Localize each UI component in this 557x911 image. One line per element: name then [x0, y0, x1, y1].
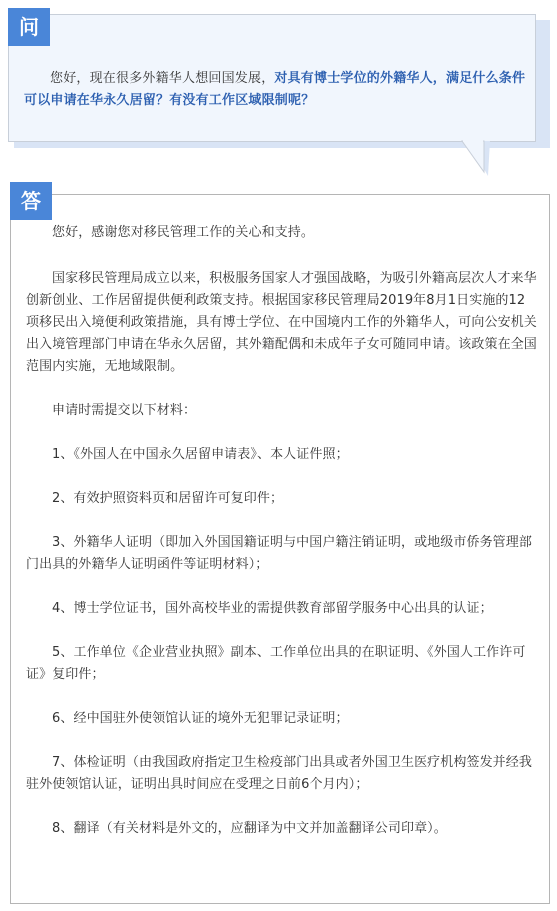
answer-item-6: 6、经中国驻外使领馆认证的境外无犯罪记录证明；: [52, 711, 349, 726]
answer-item-3: 3、外籍华人证明（即加入外国国籍证明与中国户籍注销证明，或地级市侨务管理部门出具的外籍华人证明函件等证明材料）；: [26, 535, 532, 572]
question-badge: 问: [8, 8, 50, 46]
answer-badge: 答: [10, 182, 52, 220]
answer-item-2: 2、有效护照资料页和居留许可复印件；: [52, 491, 284, 506]
answer-item-5: 5、工作单位《企业营业执照》副本、工作单位出具的在职证明、《外国人工作许可证》复印件；: [26, 645, 526, 682]
question-text-highlight: 对具有博士学位的外籍华人，满足什么条件可以申请在华永久居留？有没有工作区域限制呢？: [24, 71, 526, 108]
question-text-plain: 您好，现在很多外籍华人想回国发展，: [50, 71, 275, 86]
answer-materials-intro: 申请时需提交以下材料：: [52, 403, 197, 418]
answer-greeting: 您好，感谢您对移民管理工作的关心和支持。: [52, 225, 315, 240]
answer-item-1: 1、《外国人在中国永久居留申请表》、本人证件照；: [52, 447, 349, 462]
answer-body: [26, 222, 538, 840]
answer-item-4: 4、博士学位证书，国外高校毕业的需提供教育部留学服务中心出具的认证；: [52, 601, 493, 616]
question-text: [24, 68, 534, 112]
answer-item-8: 8、翻译（有关材料是外文的，应翻译为中文并加盖翻译公司印章）。: [52, 821, 447, 836]
answer-item-7: 7、体检证明（由我国政府指定卫生检疫部门出具或者外国卫生医疗机构签发并经我驻外使领馆认证，证明出具时间应在受理之日前6个月内）；: [26, 755, 532, 792]
answer-policy-paragraph: 国家移民管理局成立以来，积极服务国家人才强国战略，为吸引外籍高层次人才来华创新创业、工作居留提供便利政策支持。根据国家移民管理局2019年8月1日实施的12项移民出入境便利政策措施，具有博士学位、在中国境内工作的外籍华人，可向公安机关出入境管理部门申请在华永久居留，其外籍配偶和未成年子女可随同申请。该政策在全国范围内实施，无地域限制。: [26, 271, 537, 374]
